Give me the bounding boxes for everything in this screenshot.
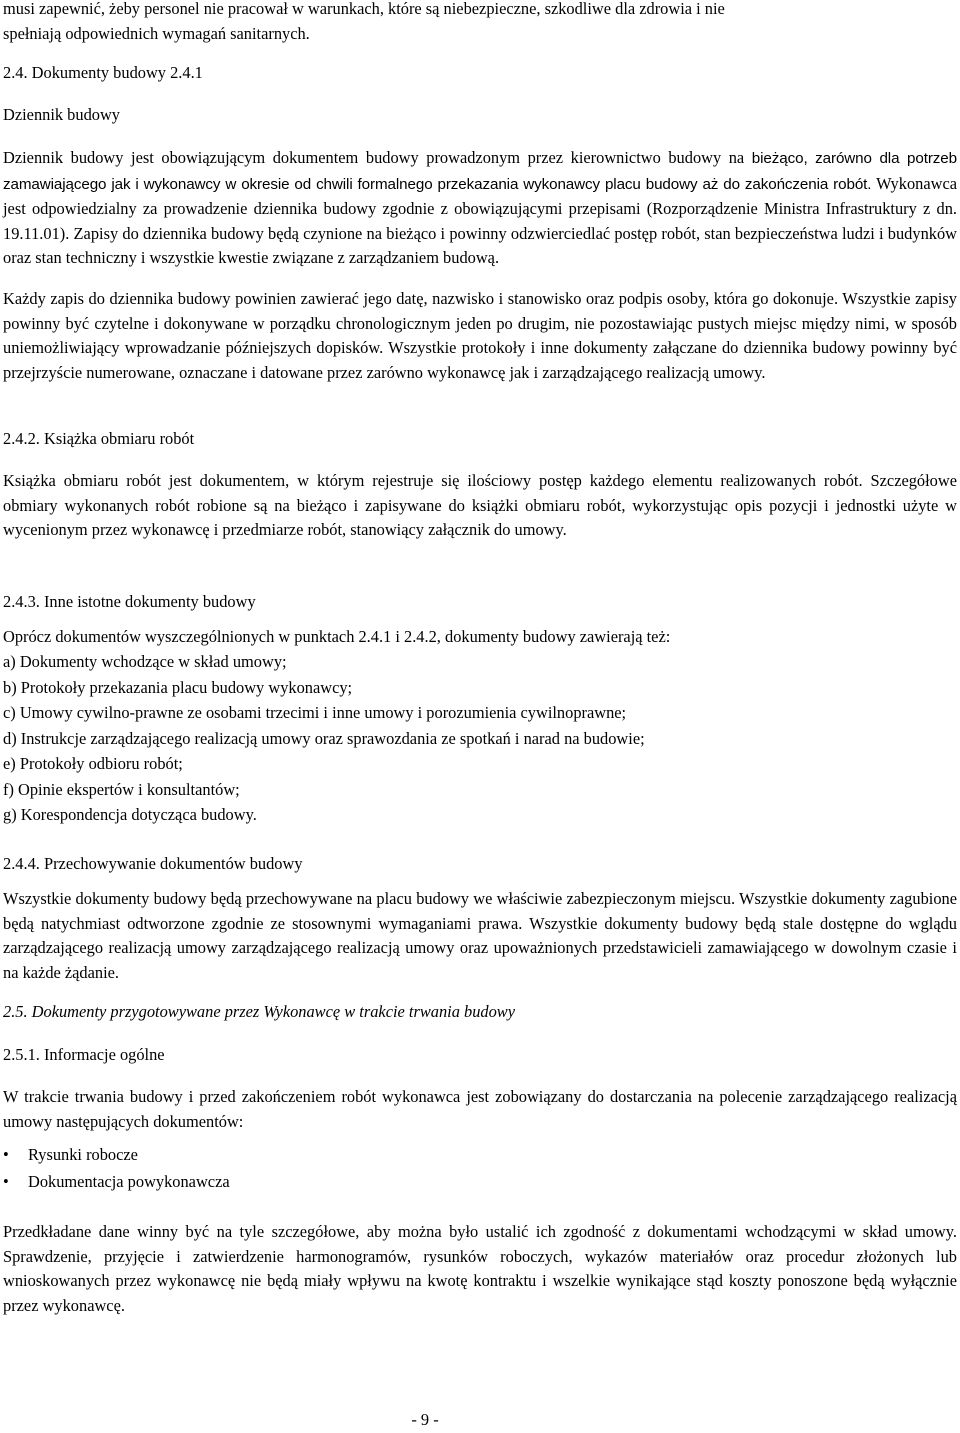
section-heading-2-4: 2.4. Dokumenty budowy 2.4.1 [3,63,203,82]
list-item: d) Instrukcje zarządzającego realizacją umowy oraz sprawozdania ze spotkań i narad na budowie; [3,729,645,748]
dziennik-p1-sans: bieżąco, zarówno dla potrzeb zamawiającego jak i wykonawcy w okresie od chwili formalnego przekazania wykonawcy placu budowy aż do zakończenia robót. [3,150,957,193]
dziennik-paragraph-2: Każdy zapis do dziennika budowy powinien zawierać jego datę, nazwisko i stanowisko oraz podpis osoby, która go dokonuje. Wszystkie zapisy powinny być czytelne i dokonywane w porządku chronologicznym jeden po drugim, nie pozostawiając pustych miejsc między nimi, w sposób uniemożliwiający wprowadzanie późniejszych dopisków. Wszystkie protokoły i inne dokumenty załączane do dziennika budowy powinny być przejrzyście numerowane, oznaczane i datowane przez zarówno wykonawcę jak i zarządzającego realizacją umowy. [3,289,957,382]
section-heading-2-4-4: 2.4.4. Przechowywanie dokumentów budowy [3,854,303,873]
bullet-icon: • [3,1145,9,1164]
list-item: b) Protokoły przekazania placu budowy wykonawcy; [3,678,353,697]
list-item: g) Korespondencja dotycząca budowy. [3,805,257,824]
bullet-icon: • [3,1172,9,1191]
bullet-label: Rysunki robocze [28,1145,138,1164]
inne-intro: Oprócz dokumentów wyszczególnionych w punktach 2.4.1 i 2.4.2, dokumenty budowy zawierają też: [3,627,671,646]
section-heading-dziennik: Dziennik budowy [3,105,120,124]
list-item [3,1143,138,1168]
intro-paragraph [3,0,957,46]
informacje-paragraph-2: Przedkładane dane winny być na tyle szczegółowe, aby można było ustalić ich zgodność z dokumentami wchodzącymi w skład umowy. Sprawdzenie, przyjęcie i zatwierdzenie harmonogramów, rysunków roboczych, wykazów materiałów oraz procedur złożonych lub wnioskowanych przez wykonawcę nie będą miały wpływu na kwotę kontraktu i wszelkie wynikające stąd koszty ponoszone będą wyłącznie przez wykonawcę. [3,1222,957,1315]
list-item: c) Umowy cywilno-prawne ze osobami trzecimi i inne umowy i porozumienia cywilnoprawne; [3,703,627,722]
przechowywanie-paragraph: Wszystkie dokumenty budowy będą przechowywane na placu budowy we właściwie zabezpieczonym miejscu. Wszystkie dokumenty zagubione będą natychmiast odtworzone zgodnie ze stosownymi wymaganiami prawa. Wszystkie dokumenty budowy będą stale dostępne do wglądu zarządzającego realizacją umowy zarządzającego realizacją umowy oraz upoważnionych przedstawicieli zamawiającego w dowolnym czasie i na każde żądanie. [3,889,957,982]
intro-line-1: musi zapewnić, żeby personel nie pracował w warunkach, które są niebezpieczne, szkodliwe dla zdrowia i nie [3,0,725,18]
section-heading-2-5: 2.5. Dokumenty przygotowywane przez Wykonawcę w trakcie trwania budowy [3,1002,515,1021]
list-item [3,1170,230,1195]
dziennik-p1-line-1: Dziennik budowy jest obowiązującym dokumentem budowy prowadzonym przez kierownictwo budowy na [3,148,745,167]
section-heading-2-5-1: 2.5.1. Informacje ogólne [3,1045,165,1064]
section-heading-2-4-3: 2.4.3. Inne istotne dokumenty budowy [3,592,256,611]
section-heading-2-4-2: 2.4.2. Książka obmiaru robót [3,429,195,448]
page-number: - 9 - [411,1410,439,1429]
list-item: f) Opinie ekspertów i konsultantów; [3,780,240,799]
dziennik-p1-rest: Wykonawca jest odpowiedzialny za prowadzenie dziennika budowy zgodnie z obowiązującymi przepisami (Rozporządzenie Ministra Infrastruktury z dn. 19.11.01). Zapisy do dziennika budowy będą czynione na bieżąco i powinny odzwierciedlać postęp robót, stan bezpieczeństwa ludzi i budynków oraz stan techniczny i wszystkie kwestie związane z zarządzaniem budową. [3,173,957,267]
intro-line-2: spełniają odpowiednich wymagań sanitarnych. [3,23,310,43]
bullet-label: Dokumentacja powykonawcza [28,1172,230,1191]
list-item: a) Dokumenty wchodzące w skład umowy; [3,652,287,671]
informacje-paragraph-1: W trakcie trwania budowy i przed zakończeniem robót wykonawca jest zobowiązany do dostarczania na polecenie zarządzającego realizacją umowy następujących dokumentów: [3,1087,957,1131]
list-item: e) Protokoły odbioru robót; [3,754,183,773]
dziennik-paragraph-1 [3,146,957,271]
ksiazka-paragraph: Książka obmiaru robót jest dokumentem, w którym rejestruje się ilościowy postęp każdego elementu realizowanych robót. Szczegółowe obmiary wykonanych robót robione są na bieżąco i zapisywane do książki obmiaru robót, wykorzystując opis pozycji i jednostki użyte w wycenionym przez wykonawcę i przedmiarze robót, stanowiący załącznik do umowy. [3,471,957,539]
